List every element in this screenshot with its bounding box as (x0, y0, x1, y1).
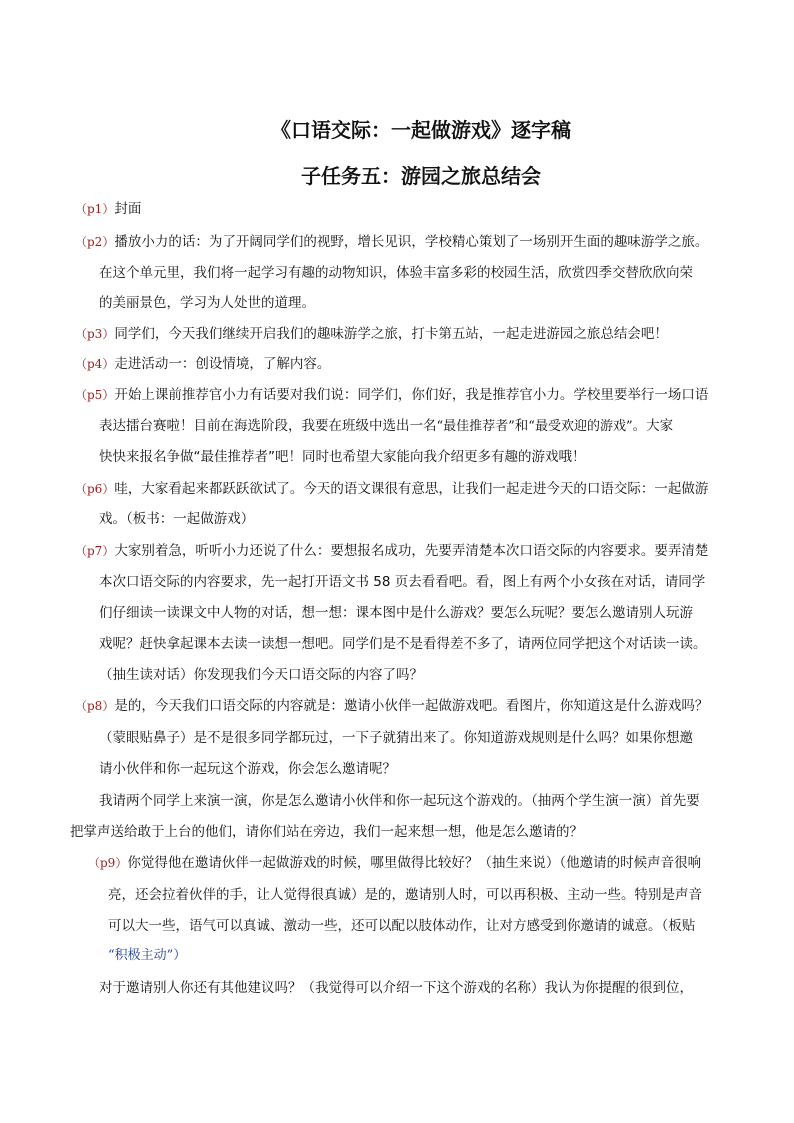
paragraph-p7 (75, 542, 708, 560)
page-marker: （p7） (75, 544, 115, 558)
board-label: “积极主动”） (108, 948, 187, 963)
document-title: 《口语交际：一起做游戏》逐字稿 (271, 118, 571, 142)
paragraph-text: 你觉得他在邀请伙伴一起做游戏的时候，哪里做得比较好？（抽生来说）（他邀请的时候声音很响 (127, 855, 702, 871)
page-marker: （p4） (75, 357, 115, 371)
paragraph-p5 (75, 386, 708, 404)
paragraph-line: 可以大一些，语气可以真诚、激动一些，还可以配以肢体动作，让对方感受到你邀请的诚意。（板贴 (108, 918, 696, 934)
paragraph-p1 (75, 200, 141, 218)
paragraph-text: 播放小力的话：为了开阔同学们的视野，增长见识，学校精心策划了一场别开生面的趣味游学之旅。 (114, 234, 709, 250)
page-marker: （p8） (75, 699, 115, 713)
paragraph-line: 我请两个同学上来演一演，你是怎么邀请小伙伴和你一起玩这个游戏的。（抽两个学生演一演）首先要 (99, 793, 700, 809)
paragraph-text: 开始上课前推荐官小力有话要对我们说：同学们，你们好，我是推荐官小力。学校里要举行一场口语 (114, 387, 709, 403)
paragraph-p3 (75, 325, 668, 343)
paragraph-line (99, 417, 673, 436)
paragraph-p9 (88, 854, 701, 872)
paragraph-line: 戏呢？赶快拿起课本去读一读想一想吧。同学们是不是看得差不多了，请两位同学把这个对话读一读。 (99, 636, 707, 652)
page-marker: （p6） (75, 482, 115, 496)
paragraph-p2 (75, 233, 708, 251)
paragraph-line: （抽生读对话）你发现我们今天口语交际的内容了吗？ (99, 667, 423, 683)
page-marker: （p9） (88, 856, 128, 870)
paragraph-p6 (75, 480, 708, 498)
paragraph-line: 请小伙伴和你一起玩这个游戏，你会怎么邀请呢？ (99, 761, 396, 777)
paragraph-text: 哇，大家看起来都跃跃欲试了。今天的语文课很有意思，让我们一起走进今天的口语交际：一起做游 (114, 481, 709, 497)
quoted-term: “最佳推荐者” (436, 419, 515, 434)
paragraph-text: 是的，今天我们口语交际的内容就是：邀请小伙伴一起做游戏吧。看图片，你知道这是什么游戏吗？ (114, 698, 709, 714)
page-marker: （p2） (75, 235, 115, 249)
text-segment: 。大家 (632, 418, 674, 434)
quoted-term: “最受欢迎的游戏” (528, 419, 633, 434)
paragraph-line: 戏。（板书：一起做游戏） (99, 511, 255, 527)
paragraph-p8 (75, 697, 708, 715)
paragraph-line: 的美丽景色，学习为人处世的道理。 (99, 295, 315, 311)
paragraph-line: 亮，还会拉着伙伴的手，让人觉得很真诚）是的，邀请别人时，可以再积极、主动一些。特别是声音 (108, 887, 702, 903)
paragraph-line: 快快来报名争做“最佳推荐者”吧！同时也希望大家能向我介绍更多有趣的游戏哦！ (99, 449, 586, 465)
page-marker: （p5） (75, 388, 115, 402)
paragraph-line: 把掌声送给敢于上台的他们，请你们站在旁边，我们一起来想一想，他是怎么邀请的？ (70, 824, 583, 840)
paragraph-line: 对于邀请别人你还有其他建议吗？（我觉得可以介绍一下这个游戏的名称）我认为你提醒的很到位， (99, 980, 693, 996)
text-segment: 表达擂台赛啦！目前在海选阶段，我要在班级中选出一名 (99, 418, 437, 434)
paragraph-text: 封面 (114, 201, 142, 217)
page-marker: （p3） (75, 327, 115, 341)
paragraph-line: （蒙眼贴鼻子）是不是很多同学都玩过，一下子就猜出来了。你知道游戏规则是什么吗？如果你想邀 (99, 730, 693, 746)
paragraph-text: 大家别着急，听听小力还说了什么：要想报名成功，先要弄清楚本次口语交际的内容要求。要弄清楚 (114, 543, 709, 559)
paragraph-text: 走进活动一：创设情境，了解内容。 (114, 356, 331, 372)
paragraph-text: 同学们，今天我们继续开启我们的趣味游学之旅，打卡第五站，一起走进游园之旅总结会吧！ (114, 326, 668, 342)
text-segment: 和 (514, 418, 529, 434)
document-subtitle: 子任务五：游园之旅总结会 (301, 164, 541, 188)
paragraph-line: 本次口语交际的内容要求，先一起打开语文书 58 页去看看吧。看，图上有两个小女孩在对话，请同学 (99, 574, 706, 590)
paragraph-p4 (75, 355, 330, 373)
page-marker: （p1） (75, 202, 115, 216)
paragraph-line: 在这个单元里，我们将一起学习有趣的动物知识，体验丰富多彩的校园生活，欣赏四季交替欣欣向荣 (99, 265, 693, 281)
paragraph-line: 们仔细读一读课文中人物的对话，想一想：课本图中是什么游戏？要怎么玩呢？要怎么邀请别人玩游 (99, 605, 693, 621)
